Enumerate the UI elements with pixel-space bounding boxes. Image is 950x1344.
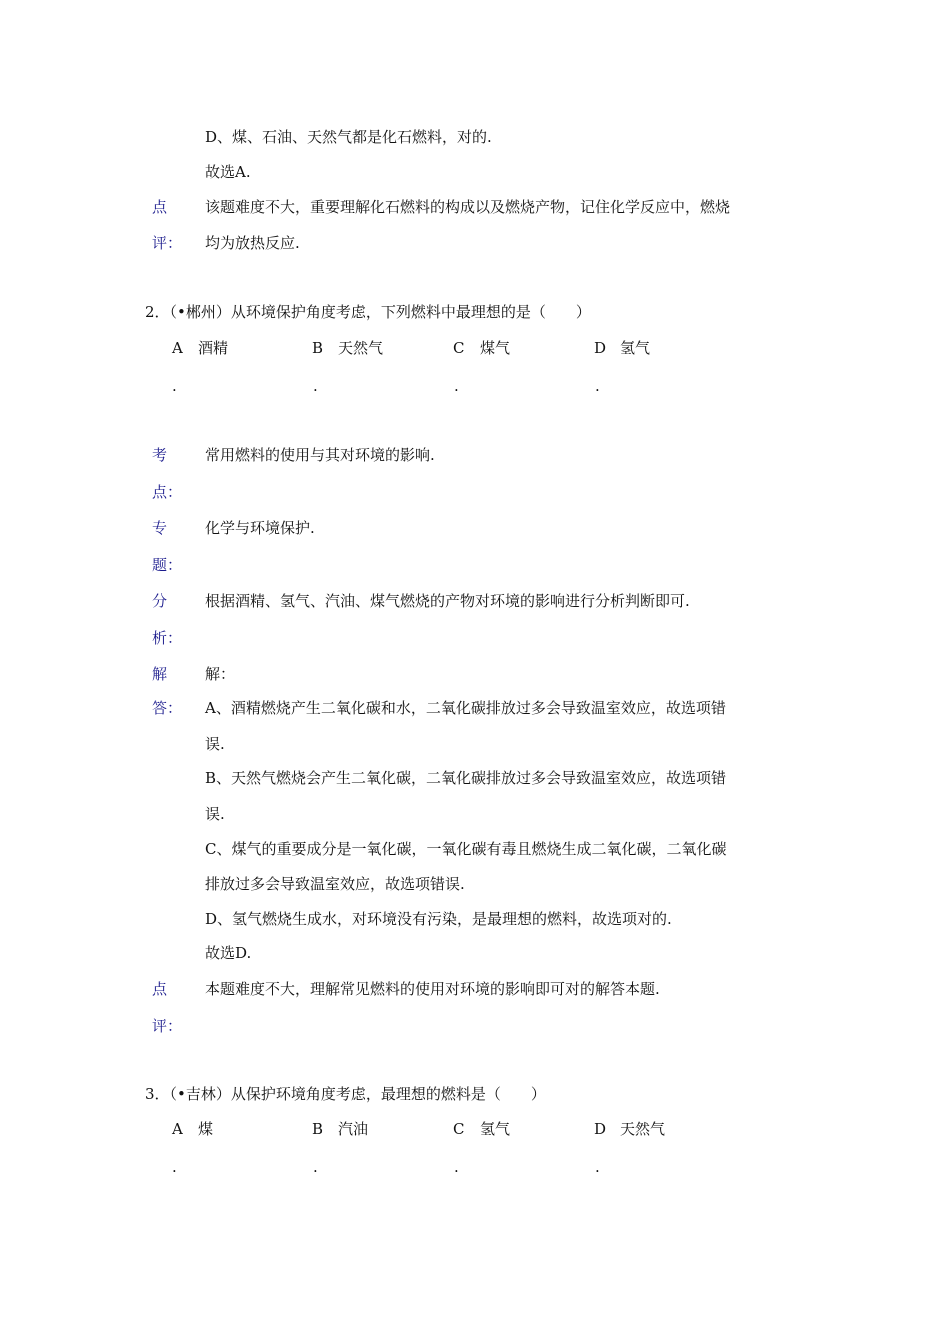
q2-dianping-label-2: 评： xyxy=(152,1017,183,1035)
prev-comment-line-1: 该题难度不大，重要理解化石燃料的构成以及燃烧产物，记住化学反应中，燃烧 xyxy=(205,198,731,216)
q2-option-b-dot: . xyxy=(313,377,318,395)
q2-option-a-text: 酒精 xyxy=(198,339,229,357)
prev-comment-label-2: 评： xyxy=(152,234,183,252)
q2-kaodian-label-2: 点： xyxy=(152,483,183,501)
q3-option-a-text: 煤 xyxy=(198,1120,214,1138)
q2-option-a-letter: A xyxy=(172,339,183,357)
q2-jieda-label-2: 答： xyxy=(152,699,183,717)
q2-jieda-line: 误. xyxy=(205,735,225,753)
q3-option-b-letter: B xyxy=(312,1120,324,1138)
q2-option-b-letter: B xyxy=(312,339,324,357)
prev-answer-line-d: D、煤、石油、天然气都是化石燃料，对的. xyxy=(205,128,492,146)
q3-option-a-dot: . xyxy=(172,1158,177,1176)
prev-comment-line-2: 均为放热反应. xyxy=(205,234,300,252)
q2-dianping-label-1: 点 xyxy=(152,980,168,998)
q2-option-a-dot: . xyxy=(172,377,177,395)
q2-jieda-line: 误. xyxy=(205,805,225,823)
q2-kaodian-text: 常用燃料的使用与其对环境的影响. xyxy=(205,446,435,464)
q2-fenxi-text: 根据酒精、氢气、汽油、煤气燃烧的产物对环境的影响进行分析判断即可. xyxy=(205,592,690,610)
q2-option-c-letter: C xyxy=(453,339,465,357)
q3-option-c-dot: . xyxy=(454,1158,459,1176)
q2-jieda-line: A、酒精燃烧产生二氧化碳和水，二氧化碳排放过多会导致温室效应，故选项错 xyxy=(205,699,726,717)
q2-jieda-line: 故选D. xyxy=(205,944,252,962)
q3-option-d-dot: . xyxy=(595,1158,600,1176)
q2-option-d-letter: D xyxy=(594,339,607,357)
prev-comment-label-1: 点 xyxy=(152,198,168,216)
q2-jieda-line: D、氢气燃烧生成水，对环境没有污染，是最理想的燃料，故选项对的. xyxy=(205,910,672,928)
q2-kaodian-label-1: 考 xyxy=(152,446,168,464)
q2-zhuanti-label-1: 专 xyxy=(152,519,168,537)
q2-jieda-line: C、煤气的重要成分是一氧化碳，一氧化碳有毒且燃烧生成二氧化碳，二氧化碳 xyxy=(205,840,727,858)
q2-option-d-text: 氢气 xyxy=(620,339,651,357)
q2-jieda-line: 排放过多会导致温室效应，故选项错误. xyxy=(205,875,465,893)
q3-option-a-letter: A xyxy=(172,1120,183,1138)
q2-zhuanti-text: 化学与环境保护. xyxy=(205,519,315,537)
q2-jieda-line: 解： xyxy=(205,665,236,683)
q2-jieda-line: B、天然气燃烧会产生二氧化碳，二氧化碳排放过多会导致温室效应，故选项错 xyxy=(205,769,727,787)
q2-stem: 2．（•郴州）从环境保护角度考虑，下列燃料中最理想的是（ ） xyxy=(145,303,591,321)
q3-option-d-text: 天然气 xyxy=(620,1120,666,1138)
q3-option-d-letter: D xyxy=(594,1120,607,1138)
q2-option-c-text: 煤气 xyxy=(480,339,511,357)
q2-dianping-text: 本题难度不大，理解常见燃料的使用对环境的影响即可对的解答本题. xyxy=(205,980,660,998)
prev-answer-conclusion: 故选A. xyxy=(205,163,251,181)
q3-stem: 3．（•吉林）从保护环境角度考虑，最理想的燃料是（ ） xyxy=(145,1085,546,1103)
q3-option-b-text: 汽油 xyxy=(338,1120,369,1138)
q3-option-b-dot: . xyxy=(313,1158,318,1176)
q2-option-d-dot: . xyxy=(595,377,600,395)
q3-option-c-text: 氢气 xyxy=(480,1120,511,1138)
q3-option-c-letter: C xyxy=(453,1120,465,1138)
q2-option-b-text: 天然气 xyxy=(338,339,384,357)
q2-option-c-dot: . xyxy=(454,377,459,395)
q2-jieda-label-1: 解 xyxy=(152,665,168,683)
q2-zhuanti-label-2: 题： xyxy=(152,556,183,574)
q2-fenxi-label-2: 析： xyxy=(152,629,183,647)
q2-fenxi-label-1: 分 xyxy=(152,592,168,610)
